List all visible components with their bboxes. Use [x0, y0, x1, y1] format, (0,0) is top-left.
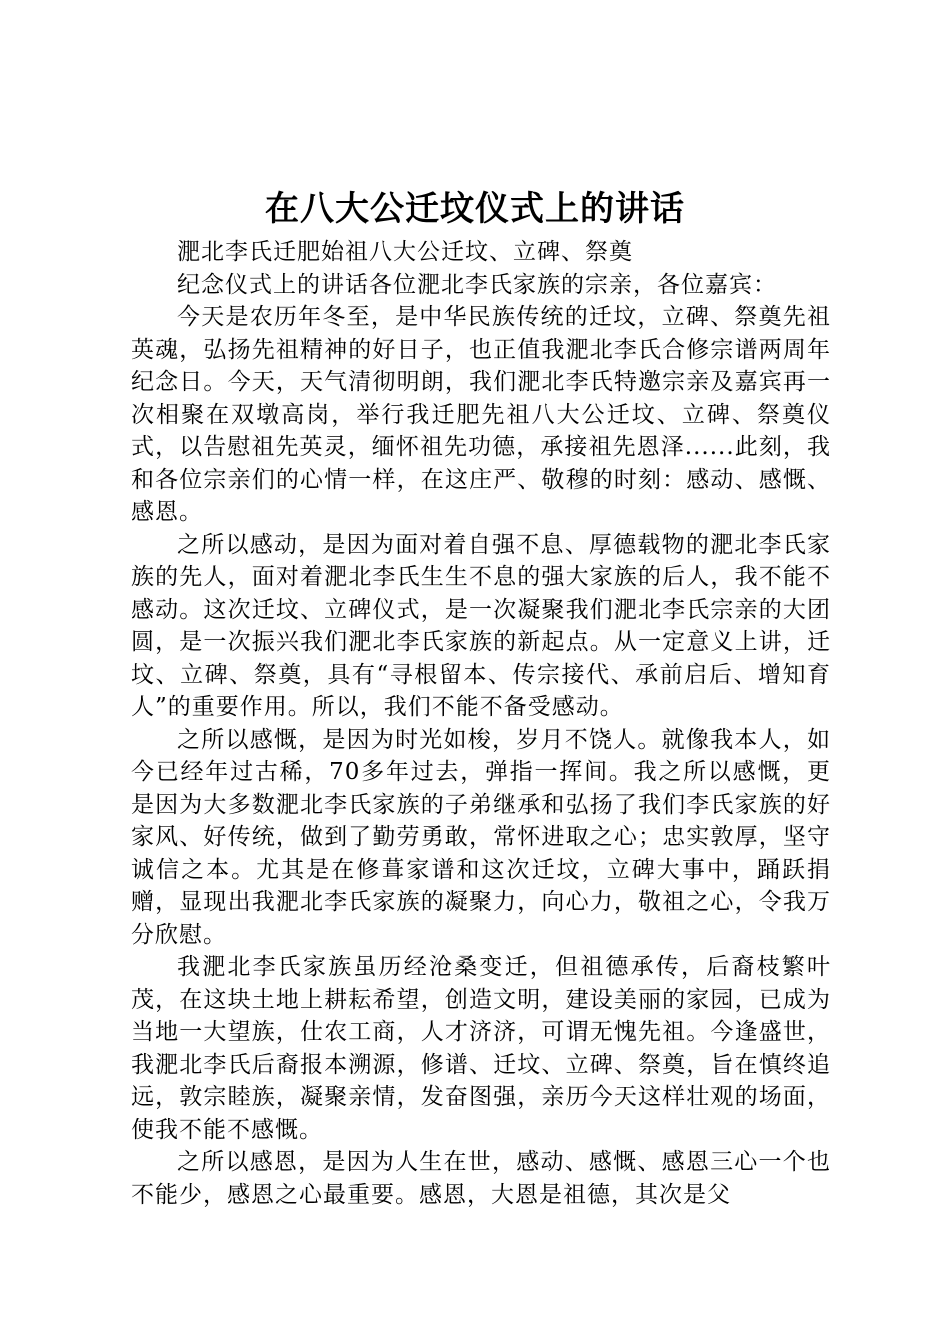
- paragraph: 之所以感慨，是因为时光如梭，岁月不饶人。就像我本人，如今已经年过古稀，70多年过去，弹指一挥间。我之所以感慨，更是因为大多数淝北李氏家族的子弟继承和弘扬了我们李氏家族的好家风、好传统，做到了勤劳勇敢，常怀进取之心；忠实敦厚，坚守诚信之本。尤其是在修葺家谱和这次迁坟，立碑大事中，踊跃捐赠，显现出我淝北李氏家族的凝聚力，向心力，敬祖之心，令我万分欣慰。: [131, 726, 831, 948]
- paragraph: 淝北李氏迁肥始祖八大公迁坟、立碑、祭奠: [177, 239, 633, 265]
- paragraph: 之所以感动，是因为面对着自强不息、厚德载物的淝北李氏家族的先人，面对着淝北李氏生生不息的强大家族的后人，我不能不感动。这次迁坟、立碑仪式，是一次凝聚我们淝北李氏宗亲的大团圆，是一次振兴我们淝北李氏家族的新起点。从一定意义上讲，迁坟、立碑、祭奠，具有“寻根留本、传宗接代、承前启后、增知育人”的重要作用。所以，我们不能不备受感动。: [131, 531, 831, 720]
- document-title: 在八大公迁坟仪式上的讲话: [265, 189, 685, 229]
- paragraph: 今天是农历年冬至，是中华民族传统的迁坟，立碑、祭奠先祖英魂，弘扬先祖精神的好日子，也正值我淝北李氏合修宗谱两周年纪念日。今天，天气清彻明朗，我们淝北李氏特邀宗亲及嘉宾再一次相聚在双墩高岗，举行我迁肥先祖八大公迁坟、立碑、祭奠仪式，以告慰祖先英灵，缅怀祖先功德，承接祖先恩泽......此刻，我和各位宗亲们的心情一样，在这庄严、敬穆的时刻：感动、感慨、感恩。: [131, 304, 831, 525]
- paragraph: 纪念仪式上的讲话各位淝北李氏家族的宗亲，各位嘉宾：: [177, 271, 777, 298]
- paragraph: 之所以感恩，是因为人生在世，感动、感慨、感恩三心一个也不能少，感恩之心最重要。感恩，大恩是祖德，其次是父: [131, 1149, 831, 1208]
- paragraph: 我淝北李氏家族虽历经沧桑变迁，但祖德承传，后裔枝繁叶茂，在这块土地上耕耘希望，创造文明，建设美丽的家园，已成为当地一大望族，仕农工商，人才济济，可谓无愧先祖。今逢盛世，我淝北李氏后裔报本溯源，修谱、迁坟、立碑、祭奠，旨在慎终追远，敦宗睦族，凝聚亲情，发奋图强，亲历今天这样壮观的场面，使我不能不感慨。: [131, 954, 831, 1143]
- document-body: [131, 236, 831, 1211]
